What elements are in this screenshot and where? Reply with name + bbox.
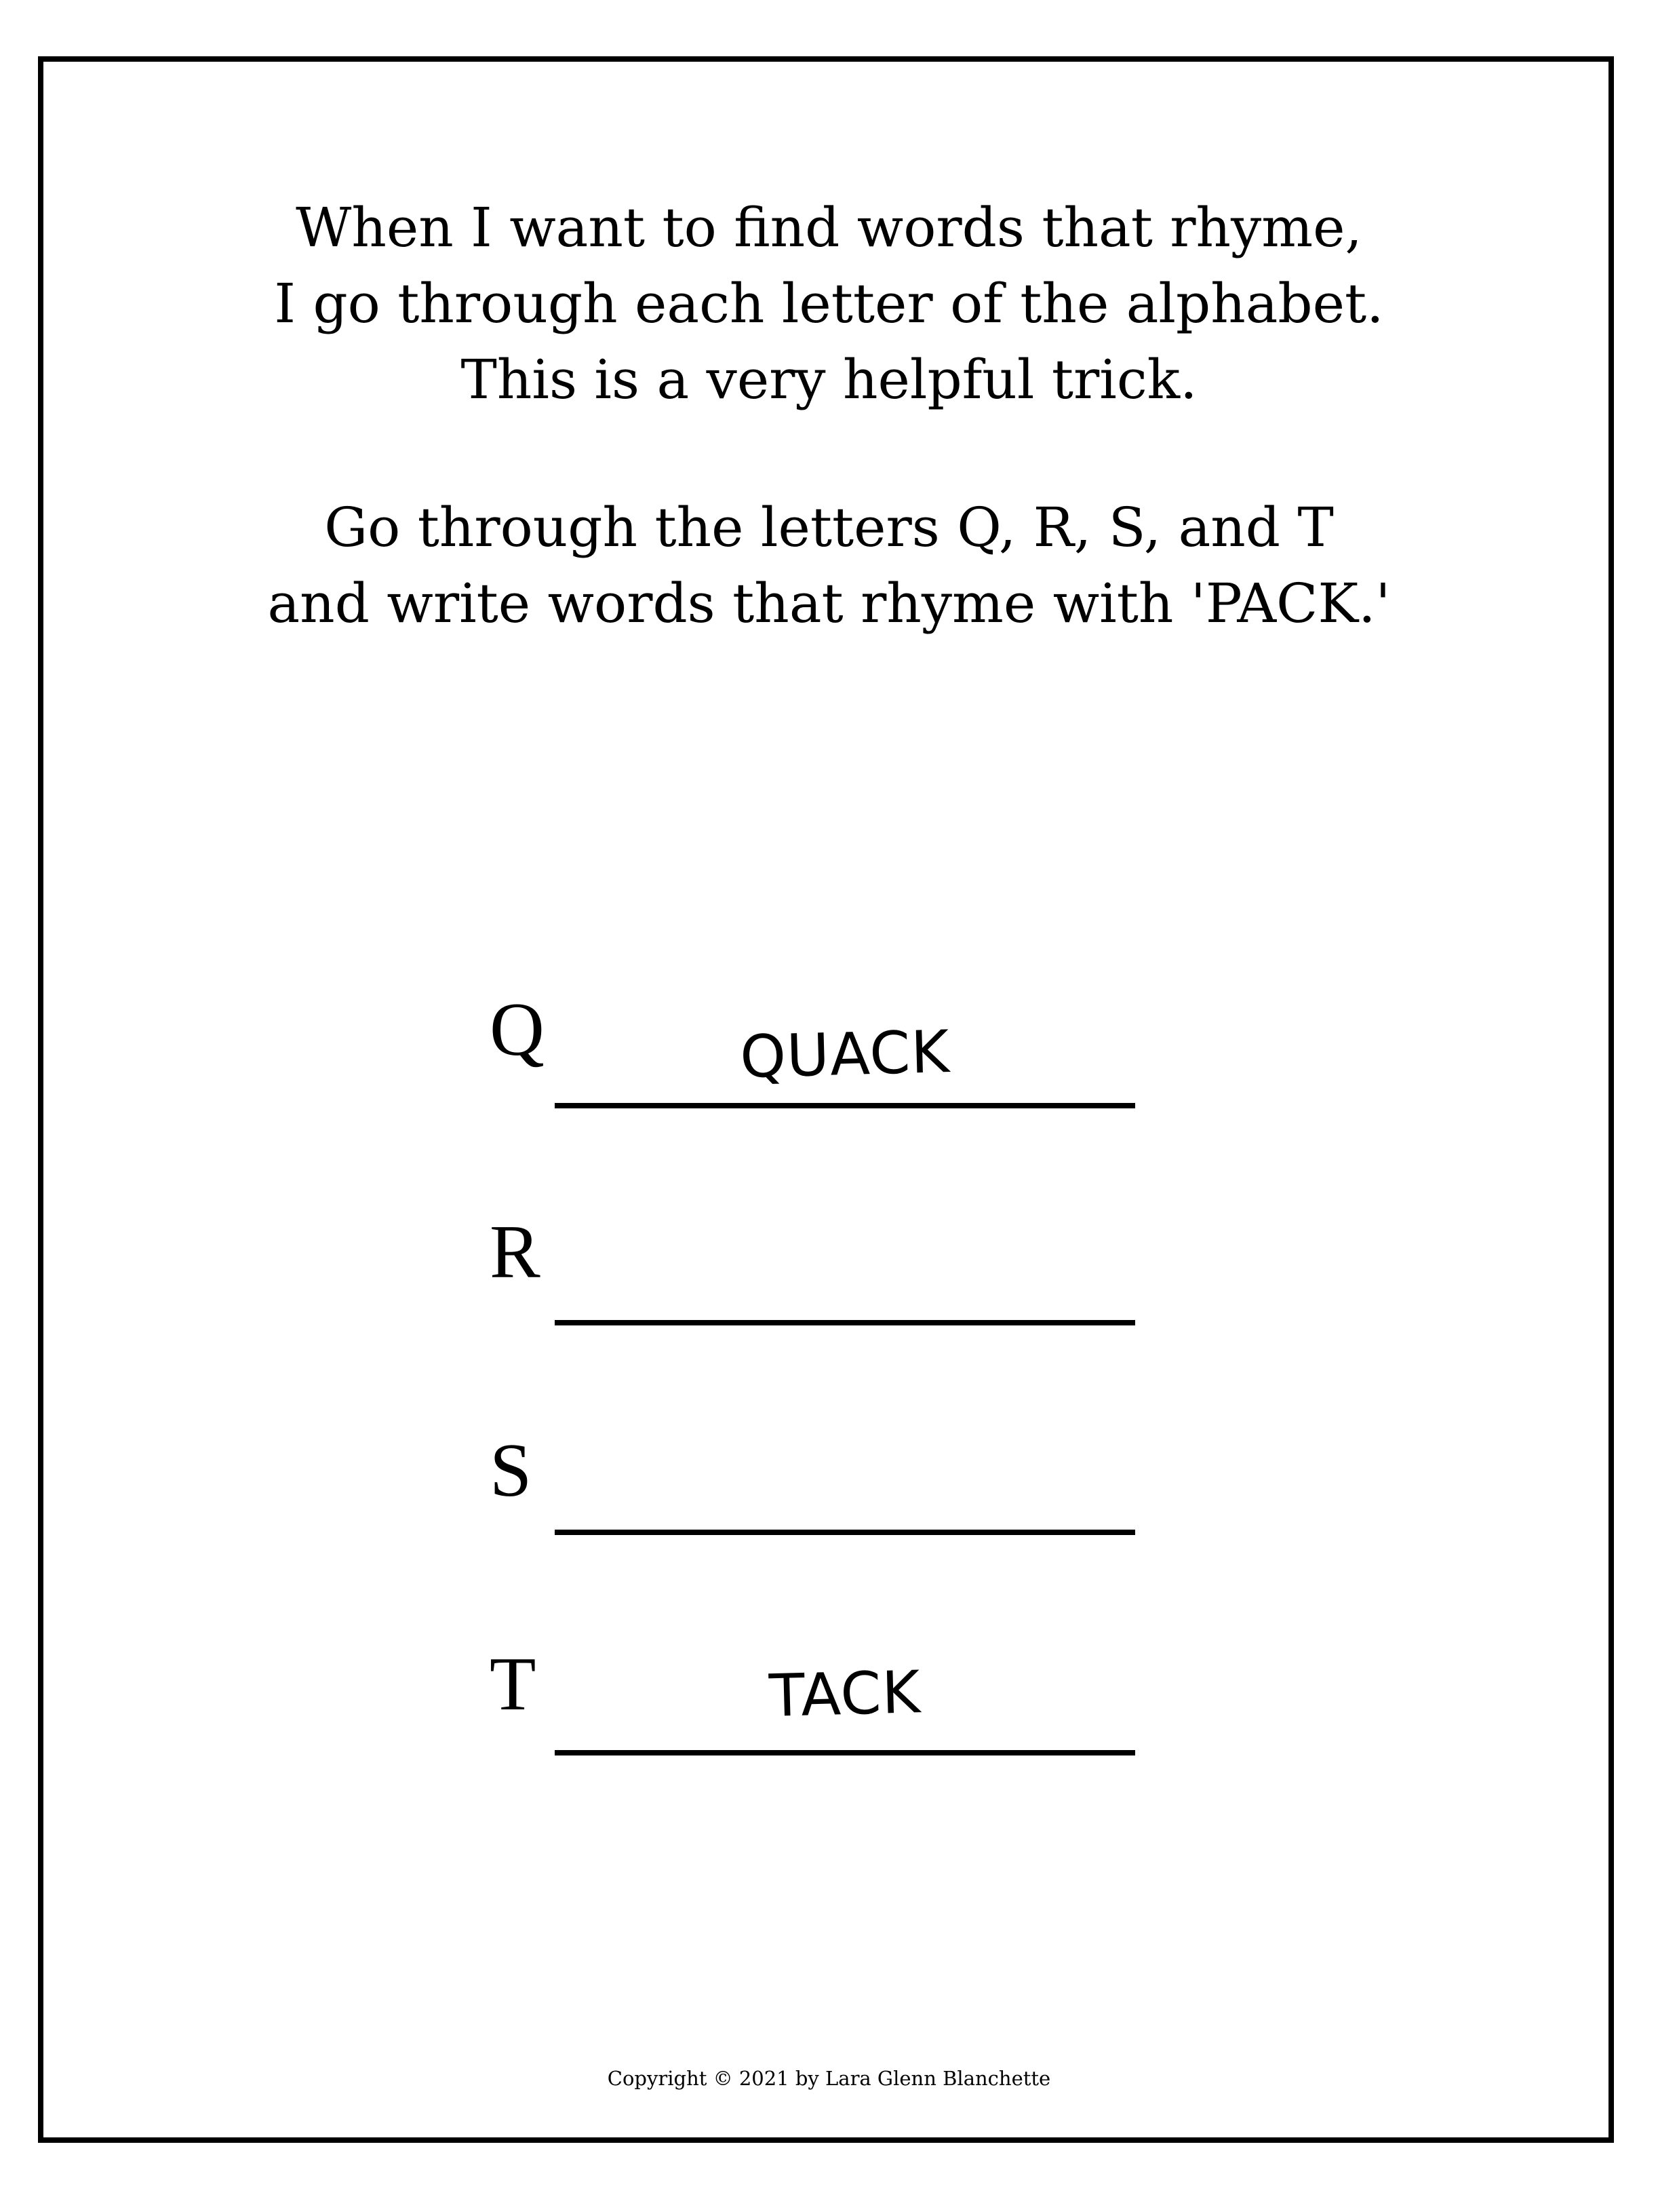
copyright-notice: Copyright © 2021 by Lara Glenn Blanchette [607, 2067, 1051, 2090]
letter-r: R [490, 1210, 540, 1294]
answer-line-t[interactable] [555, 1750, 1135, 1755]
answer-line-s[interactable] [555, 1530, 1135, 1535]
letter-q: Q [490, 988, 545, 1072]
task-line: and write words that rhyme with 'PACK.' [267, 572, 1391, 635]
answer-q: QUACK [739, 1017, 951, 1092]
letter-s: S [490, 1429, 532, 1513]
answer-t: TACK [768, 1658, 922, 1730]
letter-t: T [490, 1642, 536, 1726]
intro-line: When I want to find words that rhyme, [296, 196, 1362, 259]
task-line: Go through the letters Q, R, S, and T [324, 496, 1334, 559]
intro-line: I go through each letter of the alphabet. [274, 272, 1384, 335]
answer-line-q[interactable] [555, 1103, 1135, 1108]
intro-line: This is a very helpful trick. [460, 348, 1198, 411]
answer-line-r[interactable] [555, 1320, 1135, 1325]
intro-text [0, 190, 1658, 418]
task-text [0, 490, 1658, 642]
